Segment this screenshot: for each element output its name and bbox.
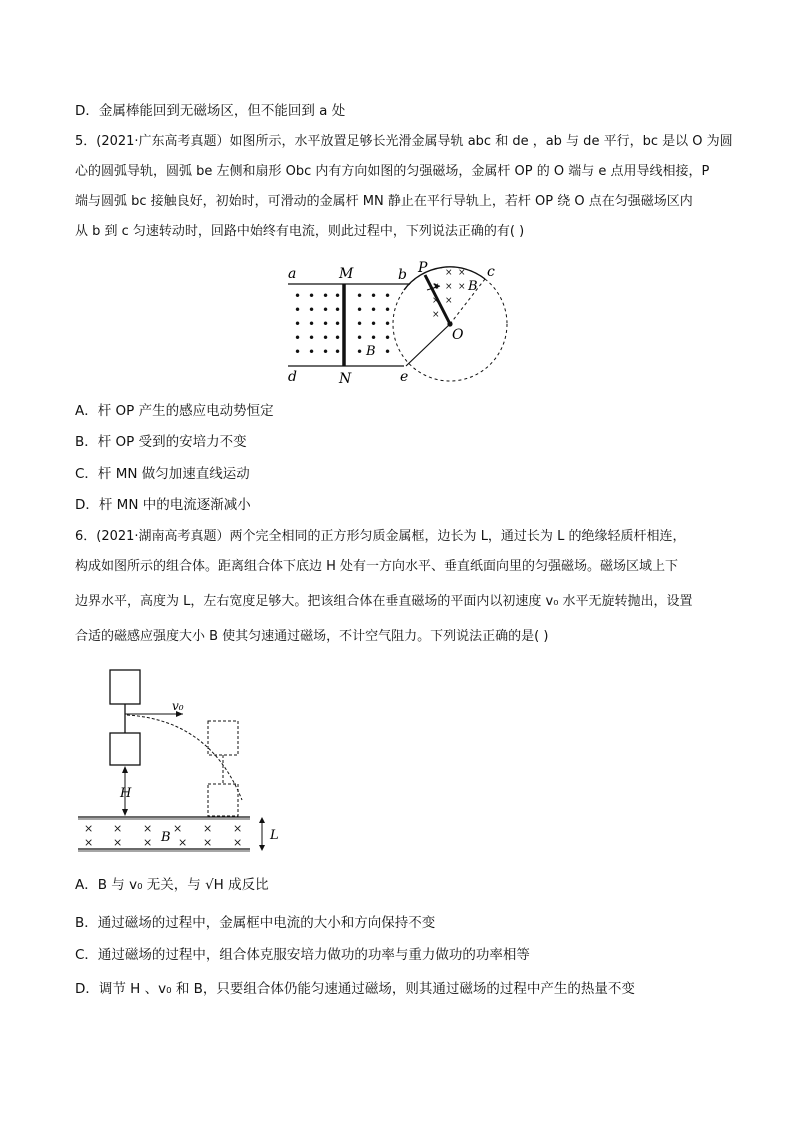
field-dot: •: [322, 303, 330, 317]
field-dot: •: [334, 303, 342, 317]
q6-option-b: B．通过磁场的过程中，金属框中电流的大小和方向保持不变: [75, 915, 436, 931]
label-v0: v₀: [172, 699, 184, 713]
field-dot: •: [308, 345, 316, 359]
q4-option-d: D．金属棒能回到无磁场区，但不能回到 a 处: [75, 103, 346, 119]
field-dot: •: [294, 345, 302, 359]
q6-option-d: D．调节 H 、v₀ 和 B，只要组合体仍能匀速通过磁场，则其通过磁场的过程中产生的热量不变: [75, 981, 635, 997]
label-n: N: [339, 371, 352, 387]
field-dot: •: [322, 331, 330, 345]
q5-option-d: D．杆 MN 中的电流逐渐减小: [75, 497, 251, 513]
pivot-o: [447, 321, 452, 326]
field-cross: ×: [445, 296, 453, 306]
label-l: L: [270, 828, 279, 843]
lower-frame: [110, 733, 140, 765]
field-cross: ×: [432, 282, 440, 292]
upper-frame: [110, 670, 140, 704]
field-cross: ×: [432, 296, 440, 306]
q6-figure: [70, 665, 290, 860]
field-cross: ×: [143, 822, 153, 835]
field-dot: •: [322, 317, 330, 331]
field-dot: •: [356, 331, 364, 345]
q5-stem-line-1: 5．(2021·广东高考真题）如图所示，水平放置足够长光滑金属导轨 abc 和 de ，ab 与 de 平行，bc 是以 O 为圆: [75, 134, 733, 149]
q5-option-b: B．杆 OP 受到的安培力不变: [75, 434, 247, 450]
field-cross: ×: [203, 822, 213, 835]
field-dot: •: [334, 289, 342, 303]
field-cross: ×: [458, 282, 466, 292]
q5-option-c: C．杆 MN 做匀加速直线运动: [75, 466, 250, 482]
q6-stem-line-2: 构成如图所示的组合体。距离组合体下底边 H 处有一方向水平、垂直纸面向里的匀强磁场。磁场区域上下: [75, 559, 679, 574]
later-lower-frame: [208, 784, 238, 816]
field-dot: •: [308, 289, 316, 303]
q6-stem-line-4: 合适的磁感应强度大小 B 使其匀速通过磁场，不计空气阻力。下列说法正确的是( ): [75, 629, 549, 644]
field-cross: ×: [113, 836, 123, 849]
field-cross: ×: [432, 310, 440, 320]
label-b-field: B: [366, 344, 376, 359]
field-dot: •: [370, 317, 378, 331]
field-dot: •: [356, 303, 364, 317]
field-cross: ×: [445, 282, 453, 292]
field-dot: •: [356, 289, 364, 303]
field-cross: ×: [178, 836, 188, 849]
label-o: O: [452, 327, 464, 343]
q5-option-a: A．杆 OP 产生的感应电动势恒定: [75, 403, 274, 419]
field-cross: ×: [233, 836, 243, 849]
field-dot: •: [294, 317, 302, 331]
label-m: M: [339, 266, 354, 282]
trajectory: [127, 715, 242, 800]
h-arrow-bottom: [122, 809, 128, 816]
q6-option-a: A．B 与 v₀ 无关，与 √H 成反比: [75, 877, 269, 893]
q6-option-c: C．通过磁场的过程中，组合体克服安培力做功的功率与重力做功的功率相等: [75, 947, 530, 963]
field-cross: ×: [143, 836, 153, 849]
field-dot: •: [334, 317, 342, 331]
label-b: B: [161, 830, 171, 845]
q6-stem-line-3: 边界水平，高度为 L，左右宽度足够大。把该组合体在垂直磁场的平面内以初速度 v₀ 水平无旋转抛出，设置: [75, 594, 693, 609]
field-dot: •: [334, 331, 342, 345]
field-dot: •: [384, 289, 392, 303]
l-arrow-top: [259, 817, 265, 823]
field-cross: ×: [233, 822, 243, 835]
field-cross: ×: [113, 822, 123, 835]
q6-stem-line-1: 6．(2021·湖南高考真题）两个完全相同的正方形匀质金属框，边长为 L，通过长为 L 的绝缘轻质杆相连，: [75, 529, 686, 544]
field-dot: •: [370, 303, 378, 317]
field-dot: •: [308, 303, 316, 317]
label-b: b: [398, 267, 407, 283]
label-b-sector: B: [468, 279, 478, 294]
label-c: c: [487, 264, 495, 280]
label-d: d: [288, 369, 297, 385]
field-dot: •: [308, 317, 316, 331]
field-cross: ×: [445, 268, 453, 278]
field-dot: •: [370, 289, 378, 303]
wire-oe: [406, 324, 450, 366]
label-p: P: [418, 260, 428, 276]
field-dot: •: [322, 289, 330, 303]
field-dot: •: [334, 345, 342, 359]
field-dot: •: [294, 289, 302, 303]
field-dot: •: [370, 331, 378, 345]
label-h: H: [120, 786, 132, 801]
field-cross: ×: [173, 822, 183, 835]
field-dot: •: [294, 331, 302, 345]
field-dot: •: [384, 331, 392, 345]
field-dot: •: [294, 303, 302, 317]
field-dot: •: [356, 317, 364, 331]
field-cross: ×: [203, 836, 213, 849]
q5-stem-line-2: 心的圆弧导轨，圆弧 be 左侧和扇形 Obc 内有方向如图的匀强磁场，金属杆 OP 的 O 端与 e 点用导线相接，P: [75, 164, 710, 179]
label-a: a: [288, 266, 297, 282]
field-cross: ×: [84, 822, 94, 835]
field-dot: •: [308, 331, 316, 345]
h-arrow-top: [122, 766, 128, 773]
field-cross: ×: [458, 268, 466, 278]
field-cross: ×: [84, 836, 94, 849]
later-upper-frame: [208, 721, 238, 755]
field-dot: •: [384, 317, 392, 331]
field-dot: •: [384, 303, 392, 317]
q5-stem-line-3: 端与圆弧 bc 接触良好，初始时，可滑动的金属杆 MN 静止在平行导轨上，若杆 OP 绕 O 点在匀强磁场区内: [75, 194, 693, 209]
label-e: e: [400, 369, 409, 385]
field-dot: •: [322, 345, 330, 359]
l-arrow-bottom: [259, 845, 265, 851]
q5-figure: [280, 262, 520, 392]
q5-stem-line-4: 从 b 到 c 匀速转动时，回路中始终有电流，则此过程中，下列说法正确的有( ): [75, 224, 525, 239]
field-dot: •: [356, 345, 364, 359]
field-dot: •: [384, 345, 392, 359]
